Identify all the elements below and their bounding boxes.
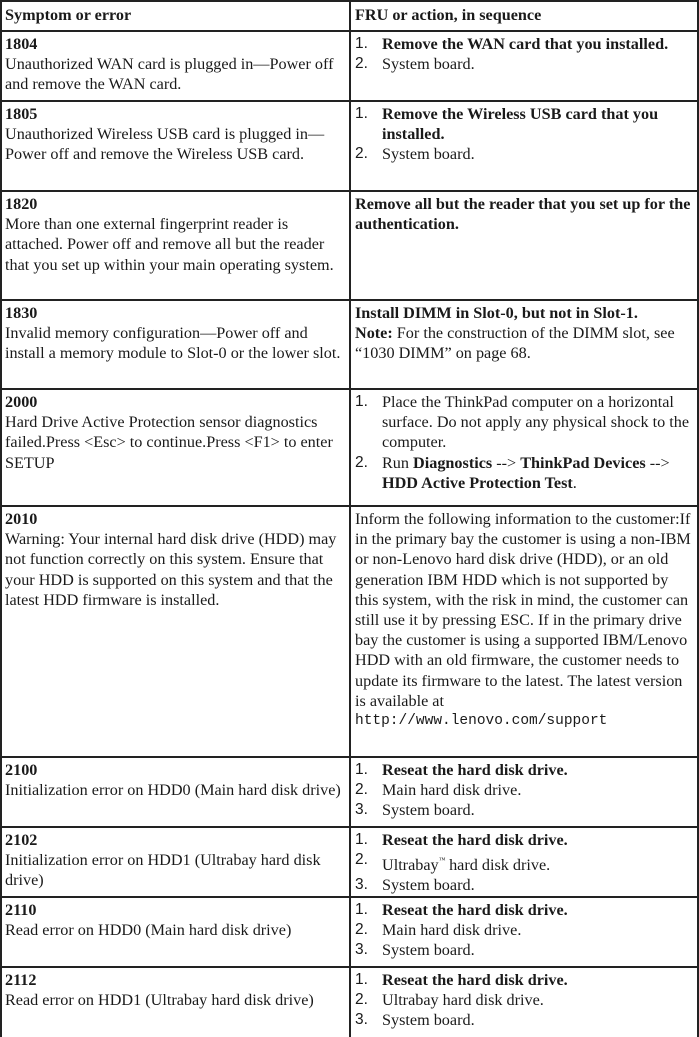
action-step: 3. System board.: [355, 941, 475, 960]
action-step: 2. System board.: [355, 55, 475, 74]
table-row-action: [355, 509, 695, 731]
error-code: 2102: [5, 831, 38, 849]
row-divider: [0, 388, 699, 390]
row-divider: [0, 190, 699, 192]
table-row-symptom: [5, 900, 347, 940]
error-code: 1830: [5, 304, 38, 322]
table-row-action: [355, 104, 695, 165]
symptom-text: Unauthorized Wireless USB card is plugged in—Power off and remove the Wireless USB card.: [5, 125, 325, 164]
action-step: 2. Main hard disk drive.: [355, 921, 522, 940]
error-code: 1805: [5, 105, 38, 123]
action-step: 3. System board.: [355, 1011, 475, 1030]
error-code: 1804: [5, 35, 38, 53]
action-step: 2. Ultrabay hard disk drive.: [355, 991, 544, 1010]
symptom-text: Warning: Your internal hard disk drive (HDD) may not function correctly on this system. Ensure that your HDD is supported on this system and that the latest HDD firmware is installed.: [5, 530, 337, 609]
symptom-text: Initialization error on HDD1 (Ultrabay hard disk drive): [5, 851, 321, 890]
table-row-symptom: [5, 509, 347, 610]
symptom-text: Initialization error on HDD0 (Main hard disk drive): [5, 781, 341, 800]
support-url: http://www.lenovo.com/support: [355, 713, 608, 730]
row-divider: [0, 505, 699, 507]
action-step: 2. Ultrabay™ hard disk drive.: [355, 851, 551, 875]
action-step: 1. Reseat the hard disk drive.: [355, 831, 568, 849]
trademark-symbol: ™: [438, 856, 446, 865]
table-row-action: [355, 303, 695, 364]
table-row-action: [355, 34, 695, 74]
row-divider: [0, 100, 699, 102]
row-divider: [0, 30, 699, 32]
table-row-symptom: [5, 970, 347, 1010]
table-row-action: [355, 900, 695, 961]
symptom-text: Invalid memory configuration—Power off and install a memory module to Slot-0 or the lower slot.: [5, 324, 341, 363]
action-text: Remove all but the reader that you set up for the authentication.: [355, 195, 691, 234]
symptom-text: Read error on HDD0 (Main hard disk drive): [5, 921, 292, 940]
table-row-symptom: [5, 392, 347, 473]
symptom-text: Read error on HDD1 (Ultrabay hard disk drive): [5, 991, 314, 1010]
row-divider: [0, 299, 699, 301]
error-code: 2110: [5, 901, 37, 919]
error-code: 2112: [5, 971, 37, 989]
action-step: 1. Remove the WAN card that you installed.: [355, 35, 669, 53]
row-divider: [0, 826, 699, 828]
table-row-symptom: [5, 194, 347, 275]
header-action: FRU or action, in sequence: [355, 6, 542, 24]
column-divider: [349, 0, 351, 1037]
table-row-symptom: [5, 303, 347, 364]
table-border-left: [0, 0, 2, 1037]
action-step: 2. Run Diagnostics --> ThinkPad Devices --> HDD Active Protection Test.: [355, 453, 670, 492]
action-step: 1. Reseat the hard disk drive.: [355, 971, 568, 989]
row-divider: [0, 896, 699, 898]
error-code: 2100: [5, 761, 38, 779]
row-divider: [0, 756, 699, 758]
action-step: 3. System board.: [355, 801, 475, 820]
symptom-text: Hard Drive Active Protection sensor diagnostics failed.Press <Esc> to continue.Press <F1> to enter SETUP: [5, 413, 333, 472]
table-row-action: [355, 830, 695, 896]
error-code: 2000: [5, 393, 38, 411]
table-row-symptom: [5, 104, 347, 165]
error-code: 2010: [5, 510, 38, 528]
action-step: 3. System board.: [355, 876, 475, 895]
note-text: For the construction of the DIMM slot, see “1030 DIMM” on page 68.: [355, 324, 675, 363]
table-row-symptom: [5, 830, 347, 891]
action-text: Inform the following information to the customer:If in the primary bay the customer is using a non-IBM or non-Lenovo hard disk drive (HDD), or an old generation IBM HDD which is not supported by this system, with the risk in mind, the customer can still use it by pressing ESC. If in the primary drive bay the customer is using a supported IBM/Lenovo HDD with an old firmware, the customer needs to update its firmware to the latest. The latest version is available at: [355, 510, 691, 710]
row-divider: [0, 966, 699, 968]
error-code: 1820: [5, 195, 38, 213]
table-row-symptom: [5, 760, 347, 800]
table-row-action: [355, 392, 695, 493]
symptom-text: Unauthorized WAN card is plugged in—Power off and remove the WAN card.: [5, 55, 334, 94]
table-row-action: [355, 760, 695, 821]
action-step: 1. Place the ThinkPad computer on a horizontal surface. Do not apply any physical shock to the computer.: [355, 393, 690, 452]
action-step: 2. Main hard disk drive.: [355, 781, 522, 800]
table-row-action: [355, 970, 695, 1031]
header-symptom: Symptom or error: [5, 6, 132, 24]
row-divider: [0, 0, 699, 2]
action-step: 1. Remove the Wireless USB card that you installed.: [355, 105, 659, 144]
action-step: 2. System board.: [355, 145, 475, 164]
table-row-symptom: [5, 34, 347, 95]
symptom-text: More than one external fingerprint reader is attached. Power off and remove all but the reader that you set up within your main operating system.: [5, 215, 334, 274]
action-step: 1. Reseat the hard disk drive.: [355, 761, 568, 779]
note-label: Note:: [355, 324, 393, 343]
action-text: Install DIMM in Slot-0, but not in Slot-1.: [355, 304, 638, 322]
action-step: 1. Reseat the hard disk drive.: [355, 901, 568, 919]
